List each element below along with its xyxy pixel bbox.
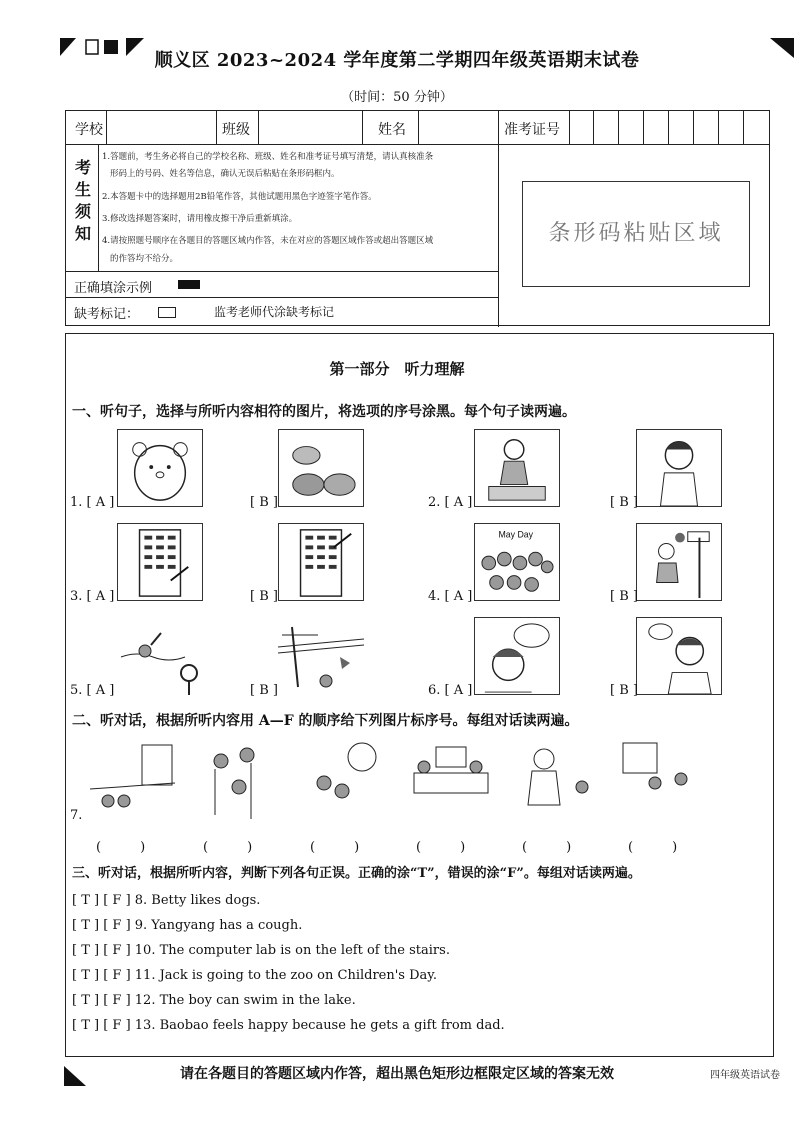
rule-1a: 1.答题前，考生务必将自己的学校名称、班级、姓名和准考证号填写清楚，请认真核准条 [102, 152, 434, 162]
barcode-area-label: 条形码粘贴区域 [548, 221, 724, 246]
name-field[interactable] [420, 113, 496, 141]
class-label: 班级 [222, 122, 250, 138]
correct-fill-label: 正确填涂示例 [74, 281, 153, 296]
tf-item-11[interactable]: [ T ] [ F ] 11. Jack is going to the zoo on Children's Day. [72, 968, 438, 983]
q7-picture-5 [514, 739, 602, 823]
rule-4a: 4.请按照题号顺序在各题目的答题区域内作答，未在对应的答题区域作答或超出答题区域 [102, 236, 434, 246]
q7-picture-2 [195, 739, 285, 823]
q7-answer-5[interactable]: ( ) [522, 840, 572, 855]
q2-picture-a-sick-boy [474, 429, 560, 507]
may-day-text: May Day [498, 529, 534, 540]
q7-number: 7. [70, 808, 83, 823]
q5-option-a[interactable]: 5. [ A ] [70, 683, 115, 698]
footer-page-label: 四年级英语试卷 [710, 1070, 780, 1081]
q7-picture-3 [302, 739, 390, 823]
tf-item-10[interactable]: [ T ] [ F ] 10. The computer lab is on the left of the stairs. [72, 943, 450, 958]
q4-picture-b-basketball [636, 523, 722, 601]
q1-option-a[interactable]: 1. [ A ] [70, 495, 115, 510]
q2-picture-b-headache-girl [636, 429, 722, 507]
rule-4b: 的作答均不给分。 [110, 254, 179, 264]
q6-option-a[interactable]: 6. [ A ] [428, 683, 473, 698]
tf-item-13[interactable]: [ T ] [ F ] 13. Baobao feels happy because he gets a gift from dad. [72, 1018, 505, 1033]
rule-1b: 形码上的号码、姓名等信息，确认无误后粘贴在条形码框内。 [110, 169, 340, 179]
q1-picture-a-hamster [117, 429, 203, 507]
q3-option-b[interactable]: [ B ] [250, 589, 278, 604]
q3-picture-b-building [278, 523, 364, 601]
rule-3: 3.修改选择题答案时，请用橡皮擦干净后重新填涂。 [102, 214, 298, 224]
q7-answer-2[interactable]: ( ) [203, 840, 253, 855]
q6-picture-a-sad-boy-gift [474, 617, 560, 695]
class-field[interactable] [260, 113, 360, 141]
q5-picture-b-power-tower [278, 617, 364, 695]
section2-instruction: 二、听对话，根据所听内容用 A—F 的顺序给下列图片标序号。每组对话读两遍。 [72, 713, 579, 729]
exam-time: （时间：50 分钟） [341, 90, 453, 105]
tf-item-12[interactable]: [ T ] [ F ] 12. The boy can swim in the lake. [72, 993, 356, 1008]
absent-mark-box[interactable] [158, 307, 176, 318]
q7-answer-1[interactable]: ( ) [96, 840, 146, 855]
barcode-area[interactable] [522, 181, 750, 287]
q5-picture-a-no-swimming [117, 617, 203, 695]
school-label: 学校 [75, 122, 103, 138]
absent-label: 缺考标记： [74, 307, 140, 322]
q1-picture-b-turtles [278, 429, 364, 507]
exam-number-field[interactable] [571, 113, 767, 141]
q3-picture-a-building [117, 523, 203, 601]
correct-fill-sample [178, 280, 200, 289]
part1-title: 第一部分 听力理解 [329, 360, 465, 378]
q7-answer-4[interactable]: ( ) [416, 840, 466, 855]
q1-option-b[interactable]: [ B ] [250, 495, 278, 510]
name-label: 姓名 [378, 122, 406, 138]
notice-heading: 考 生 须 知 [74, 158, 91, 243]
absent-note: 监考老师代涂缺考标记 [214, 305, 335, 319]
q7-picture-1 [90, 739, 175, 823]
q5-option-b[interactable]: [ B ] [250, 683, 278, 698]
footer-notice: 请在各题目的答题区域内作答，超出黑色矩形边框限定区域的答案无效 [180, 1066, 614, 1082]
q2-option-a[interactable]: 2. [ A ] [428, 495, 473, 510]
tf-item-9[interactable]: [ T ] [ F ] 9. Yangyang has a cough. [72, 918, 303, 933]
q4-option-b[interactable]: [ B ] [610, 589, 638, 604]
school-field[interactable] [108, 113, 214, 141]
q2-option-b[interactable]: [ B ] [610, 495, 638, 510]
q6-picture-b-happy-boy-cap [636, 617, 722, 695]
q3-option-a[interactable]: 3. [ A ] [70, 589, 115, 604]
q7-picture-6 [619, 739, 705, 823]
q7-answer-6[interactable]: ( ) [628, 840, 678, 855]
q4-picture-a-may-day [474, 523, 560, 601]
q7-picture-4 [406, 739, 496, 823]
exam-title: 顺义区 2023~2024 学年度第二学期四年级英语期末试卷 [154, 50, 640, 71]
q6-option-b[interactable]: [ B ] [610, 683, 638, 698]
exam-number-label: 准考证号 [504, 122, 560, 138]
q4-option-a[interactable]: 4. [ A ] [428, 589, 473, 604]
q7-answer-3[interactable]: ( ) [310, 840, 360, 855]
rule-2: 2.本答题卡中的选择题用2B铅笔作答，其他试题用黑色字迹签字笔作答。 [102, 192, 377, 202]
section3-instruction: 三、听对话，根据所听内容，判断下列各句正误。正确的涂“T”，错误的涂“F”。每组对话读两遍。 [72, 866, 641, 881]
tf-item-8[interactable]: [ T ] [ F ] 8. Betty likes dogs. [72, 893, 261, 908]
section1-instruction: 一、听句子，选择与所听内容相符的图片，将选项的序号涂黑。每个句子读两遍。 [72, 404, 576, 420]
